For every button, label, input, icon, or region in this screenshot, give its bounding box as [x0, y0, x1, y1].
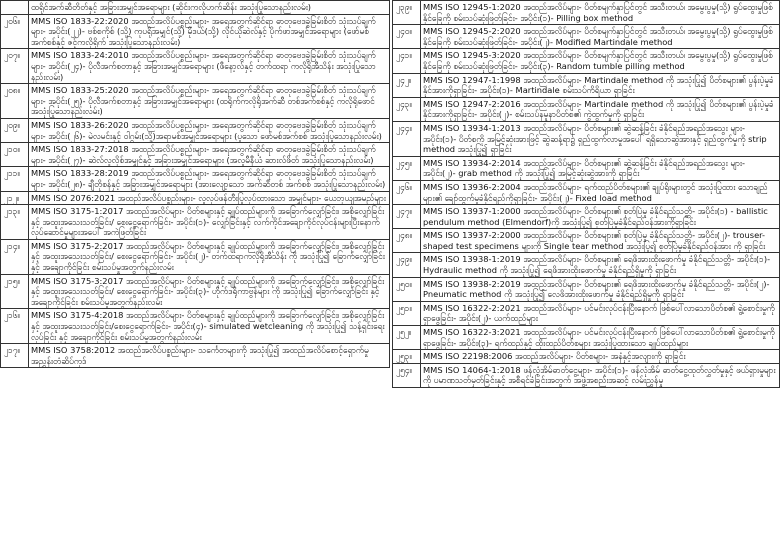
- standard-title: MMS ISO 1833-28:2019 အထည်အလိပ်ပစ္စည်းများ- အရေအတွက်ဆိုင်ရာ ဓာတုဗေဒခွဲခြမ်းစိတ် သုံးသပ်ချက်များ- အပိုင်း(၂၈)- ချီတိုစန်နှင့် အခြားအမျှင်အရောများ (အားလျော့သော အက်ဆီတစ် အက်စစ် အသုံးပြုသောနည်းလမ်း): [29, 167, 390, 191]
- standard-row: [1, 143, 390, 167]
- standard-row: [1, 344, 390, 368]
- row-number: ၂၁၁။: [1, 167, 29, 191]
- row-number: ၂၀၆။: [1, 14, 29, 49]
- standards-table-right-body: [393, 1, 780, 388]
- standard-row: [393, 97, 780, 121]
- standard-row: [1, 274, 390, 309]
- row-number: ၂၅၀။: [393, 277, 421, 301]
- standard-row: [1, 205, 390, 240]
- standard-title: MMS ISO 1833-26:2020 အထည်အလိပ်ပစ္စည်းများ- အရေအတွက်ဆိုင်ရာ ဓာတုဗေဒခွဲခြမ်းစိတ် သုံးသပ်ချက်များ- အပိုင်း(၂၆)- မဲလမင်းနှင့် ဝါဂွမ်း(သို့)အရာမစ်အမျှင်အရောများ (ပူသော ဖော်မစ်အက်စစ် အသုံးပြုသောနည်းလမ်း): [29, 118, 390, 142]
- standard-title: ထရိုင်အက်ဆီတိတ်နှင့် အခြားအမျှင်အရောများ (ဆိုင်းကလိုဟက်ဆိန်း အသုံးပြုသောနည်းလမ်း): [29, 1, 390, 15]
- standard-title: MMS ISO 1833-25:2020 အထည်အလိပ်ပစ္စည်းများ- အရေအတွက်ဆိုင်ရာ ဓာတုဗေဒခွဲခြမ်းစိတ် သုံးသပ်ချက်များ- အပိုင်း(၂၅)- ပိုလီအက်စတာနှင့် အခြားအမျှင်အရောများ (ထရိုက်ကလိုရိုအက်ဆီ တစ်အက်စစ်နှင့် ကလိုရိုဖောင် အသုံးပြုသောနည်းလမ်း): [29, 84, 390, 119]
- standard-row: [393, 1, 780, 25]
- standard-title: MMS ISO 13934-2:2014 အထည်အလိပ်များ- ပိတ်စများ၏ ဆွဲဆန့်ခြင်း ခံနိုင်ရည်အရည်အသွေး များ- အပိုင်း(၂)- grab method ကို အသုံးပြု၍ အမြင့်ဆုံးဆွဲအားကို ရှာခြင်း: [421, 156, 780, 180]
- standard-title: MMS ISO 1833-27:2018 အထည်အလိပ်ပစ္စည်းများ- အရေအတွက်ဆိုင်ရာ ဓာတုဗေဒခွဲခြမ်းစိတ် သုံးသပ်ချက်များ- အပိုင်း(၂၇)- ဆဲလ်လူလိုစ်အမျှင်နှင့် အခြားအမျှင်အရောများ (အလူမီနီယံ ဆားလ်ဖိတ် အသုံးပြုသောနည်းလမ်း): [29, 143, 390, 167]
- standard-row: [393, 301, 780, 325]
- row-number: ၂၄၄။: [393, 121, 421, 156]
- standard-title: MMS ISO 13936-2:2004 အထည်အလိပ်များ- ရက်ထည်ပိတ်စများ၏ ချုပ်ရိုးများတွင် အသုံးပြုထား သောချည်များ၏ ချော်ထွက်မှုခံနိုင်ရည်ကိုရှာခြင်း- အပိုင်း(၂)- Fixed load method: [421, 180, 780, 204]
- row-number: ၂၄၂။: [393, 73, 421, 97]
- row-number: ၂၄၁။: [393, 49, 421, 73]
- standard-row: [393, 229, 780, 253]
- row-number: ၂၃၉။: [393, 1, 421, 25]
- standard-row: [393, 363, 780, 387]
- standard-row: [393, 25, 780, 49]
- standard-title: MMS ISO 13938-1:2019 အထည်အလိပ်များ- ပိတ်စများ၏ ရေဖိအားထိုးဖောက်မှု ခံနိုင်ရည်သတ္တိ- အပိုင်း(၁)- Hydraulic method ကို အသုံးပြု၍ ရေဖိအားထိုးဖောက်မှု ခံနိုင်ရည်ရှိမှုကို ရှာခြင်း: [421, 253, 780, 277]
- standard-title: MMS ISO 3175-3:2017 အထည်အလိပ်များ- ပိတ်စများနှင့် ချုပ်ထည်များကို အခြောက်လျှော်ခြင်း၊ အစိုလျှော်ခြင်းနှင့် အထူးအသေးသတ်ခြင်း/ စေးငွေရောက်ခြင်း- အပိုင်း(၃)- ဟိုက်ဒရိုကာဗွန်များ ကို အသုံးပြု၍ ခြောက်လျှော်ခြင်း နှင့် အချောကိုင်ခြင်း စမ်းသပ်မှုအတွက်နည်းလမ်း: [29, 274, 390, 309]
- standard-row: [1, 239, 390, 274]
- standard-row: [393, 253, 780, 277]
- row-number: ၂၄၉။: [393, 253, 421, 277]
- standard-row: [1, 84, 390, 119]
- standard-row: [393, 277, 780, 301]
- standard-row: [1, 49, 390, 84]
- standard-title: MMS ISO 16322-3:2021 အထည်အလိပ်များ- ပင်မင်းလုပ်ငန်းပြီးနောက် ဖြစ်ပေါ်လာသောပိတ်စ၏ ရွဲ့စောင်းမှုကို ရှာဖွေခြင်း- အပိုင်း(၃)- ရက်ထည်နှင့် ထိုးထည်ပိတ်စများ အသုံးပြုထားသော ချုပ်ထည်များ: [421, 326, 780, 350]
- standard-title: MMS ISO 3758:2012 အထည်အလိပ်ပစ္စည်းများ- သင်္ကေတများကို အသုံးပြု၍ အထည်အလိပ်စောင့်ရှောက်မှု အညွှန်းတံဆိပ်ကုဒ်: [29, 344, 390, 368]
- standard-title: MMS ISO 13934-1:2013 အထည်အလိပ်များ- ပိတ်စများ၏ ဆွဲဆန့်ခြင်း ခံနိုင်ရည်အရည်အသွေး များ- အပိုင်း(၁)- ပိတ်စကို အမြင့်ဆုံးအားဖြင့် ဆွဲဆန့်ရာ၌ ရှည်ထွက်လာမှုအပေါ် ရရှိသောဆွဲအားနှင့် ရှည်ထွက်မှုကို strip method အသုံးပြု၍ ရှာခြင်း: [421, 121, 780, 156]
- row-number: ၂၁၂။: [1, 191, 29, 205]
- standard-title: MMS ISO 3175-1:2017 အထည်အလိပ်များ- ပိတ်စများနှင့် ချုပ်ထည်များကို အခြောက်လျှော်ခြင်း၊ အစိုလျှော်ခြင်းနှင့် အထူးအသေးသတ်ခြင်း/ စေးငွေရောက်ခြင်း- အပိုင်း(၁)- လျှော်ခြင်းနှင့် လက်ကိုင်အချောကိုင်လုပ်ငန်းများပြီးနောက် လုပ်ဆောင်မှုများအပေါ် အကဲဖြတ်ခြင်း: [29, 205, 390, 240]
- right-column: [392, 0, 780, 388]
- standard-title: MMS ISO 1833-22:2020 အထည်အလိပ်ပစ္စည်းများ- အရေအတွက်ဆိုင်ရာ ဓာတုဗေဒခွဲခြမ်းစိတ် သုံးသပ်ချက်များ- အပိုင်း(၂၂)- ဗစ်စကိုစ် (သို့) ကုပရိုအမျှင်(သို့) မိုဒယ်(သို့) လိုင်ယိုဆဲလ်နှင့် ပိုက်ဖာအမျှင်အရောများ (ဖော်မစ်အက်စစ်နှင့် ဇင့်ကလိုရိုက် အသုံးပြုသောနည်းလမ်း): [29, 14, 390, 49]
- row-number: ၂၄၃။: [393, 97, 421, 121]
- standard-row: [1, 191, 390, 205]
- standards-table-left: [0, 0, 390, 368]
- row-number: ၂၀၉။: [1, 118, 29, 142]
- row-number: ၂၄၇။: [393, 205, 421, 229]
- row-number: ၂၁၀။: [1, 143, 29, 167]
- standard-title: MMS ISO 12947-2:2016 အထည်အလိပ်များ- Martindale method ကို အသုံးပြု၍ ပိတ်စများ၏ ပွန်းပဲ့မှုခံနိုင်အားကိုရှာခြင်း- အပိုင်း(၂)- စမ်းသပ်နမူနာပိတ်စ၏ ကွဲထွက်မှုကို ရှာခြင်း: [421, 97, 780, 121]
- standard-title: MMS ISO 1833-24:2010 အထည်အလိပ်ပစ္စည်းများ- အရေအတွက်ဆိုင်ရာ ဓာတုဗေဒခွဲခြမ်းစိတ် သုံးသပ်ချက်များ- အပိုင်း(၂၄)- ပိုလီအက်စတာနှင့် အခြားအမျှင်အရောများ (ဖီနော့လ်နှင့် တက်ထရာ ကလိုရိုအီသိန်း အသုံးပြုသောနည်းလမ်း): [29, 49, 390, 84]
- standard-row: [1, 118, 390, 142]
- row-number: ၂၁၆။: [1, 309, 29, 344]
- row-number: ၂၄၈။: [393, 229, 421, 253]
- row-number: ၂၄၀။: [393, 25, 421, 49]
- standard-title: MMS ISO 13937-1:2000 အထည်အလိပ်များ- ပိတ်စများ၏ စုတ်ပြဲမှု ခံနိုင်ရည်သတ္တိ- အပိုင်း(၁) - ballistic pendulum method (Elmendorf)ကို အသုံးပြု၍ စုတ်ပြဲမှုခံနိုင်ရည်ဝန်အားကိုရှာခြင်း: [421, 205, 780, 229]
- row-number: ၂၁၅။: [1, 274, 29, 309]
- standard-row: [393, 350, 780, 364]
- row-number: ၂၅၂။: [393, 326, 421, 350]
- standard-row: [393, 73, 780, 97]
- row-number: ၂၀၈။: [1, 84, 29, 119]
- standard-row: [1, 1, 390, 15]
- row-number: ၂၅၁။: [393, 301, 421, 325]
- standard-title: MMS ISO 13937-2:2000 အထည်အလိပ်များ- ပိတ်စများ၏ စုတ်ပြဲမှု ခံနိုင်ရည်သတ္တိ- အပိုင်း(၂)- trouser-shaped test specimens များကို Single tear method အသုံးပြု၍ စုတ်ပြဲမှုခံနိုင်ရည်ဝန်အား ကို ရှာခြင်း: [421, 229, 780, 253]
- row-number: ၂၅၄။: [393, 363, 421, 387]
- standards-table-left-body: [1, 1, 390, 368]
- row-number: ၂၁၄။: [1, 239, 29, 274]
- standards-table-right: [392, 0, 780, 388]
- row-number: [1, 1, 29, 15]
- row-number: ၂၁၃။: [1, 205, 29, 240]
- standard-title: MMS ISO 3175-2:2017 အထည်အလိပ်များ- ပိတ်စများနှင့် ချုပ်ထည်များကို အခြောက်လျှော်ခြင်း၊ အစိုလျှော်ခြင်းနှင့် အထူးအသေးသတ်ခြင်း/ စေးငွေရောက်ခြင်း- အပိုင်း(၂)- တက်ထရာကလိုရိုအီသိန်း ကို အသုံးပြု၍ ခြောက်လျှော်ခြင်း နှင့် အချောကိုင်ခြင်း စမ်းသပ်မှုအတွက်နည်းလမ်း: [29, 239, 390, 274]
- standard-row: [1, 309, 390, 344]
- standard-title: MMS ISO 2076:2021 အထည်အလိပ်ပစ္စည်းများ- လူလုပ်ဖန်တီးပြုလုပ်ထားသော အမျှင်များ- ယေဘုယျအမည်များ: [29, 191, 390, 205]
- standard-title: MMS ISO 16322-2:2021 အထည်အလိပ်များ- ပင်မင်းလုပ်ငန်းပြီးနောက် ဖြစ်ပေါ်လာသောပိတ်စ၏ ရွဲ့စောင်းမှုကို ရှာဖွေခြင်း- အပိုင်း(၂)- ယက်ထည်များ: [421, 301, 780, 325]
- standard-title: MMS ISO 14064-1:2018 ဖန်လုံအိမ်ဓာတ်ငွေ့များ- အပိုင်း(၁)- ဖန်လုံအိမ် ဓာတ်ငွေ့ထုတ်လွှတ်မှုနှင့် ဖယ်ရှားမှုများကို ပမာဏသတ်မှတ်ခြင်းနှင့် အစီရင်ခံခြင်းအတွက် အဖွဲ့အစည်းအဆင့် လမ်းညွှန်မှု: [421, 363, 780, 387]
- standard-title: MMS ISO 22198:2006 အထည်အလိပ်များ- ပိတ်စများ- အနံနှင့်အလျားကို ရှာခြင်း: [421, 350, 780, 364]
- row-number: ၂၅၃။: [393, 350, 421, 364]
- standard-row: [393, 205, 780, 229]
- standard-row: [393, 180, 780, 204]
- standard-row: [393, 326, 780, 350]
- standard-title: MMS ISO 12945-3:2020 အထည်အလိပ်များ- ပိတ်စမျက်နှာပြင်တွင် အသီးတယ်၊ အမွေးပွမှု(သို့) ရွပ်ထွေးမှုဖြစ်နိုင်ခြေကို စမ်းသပ်ဆုံးဖြတ်ခြင်း- အပိုင်း(၃)- Random tumble pilling method: [421, 49, 780, 73]
- row-number: ၂၄၆။: [393, 180, 421, 204]
- standard-title: MMS ISO 12945-2:2020 အထည်အလိပ်များ- ပိတ်စမျက်နှာပြင်တွင် အသီးတယ်၊ အမွေးပွမှု(သို့) ရွပ်ထွေးမှုဖြစ်နိုင်ခြေကို စမ်းသပ်ဆုံးဖြတ်ခြင်း- အပိုင်း(၂)- Modified Martindale method: [421, 25, 780, 49]
- standard-row: [393, 156, 780, 180]
- row-number: ၂၄၅။: [393, 156, 421, 180]
- left-column: [0, 0, 390, 368]
- standard-title: MMS ISO 3175-4:2018 အထည်အလိပ်များ- ပိတ်စများနှင့် ချုပ်ထည်များကို အခြောက်လျှော်ခြင်း၊ အစိုလျှော်ခြင်းနှင့် အထူးအသေးသတ်ခြင်း/စေးငွေရောက်ခြင်း- အပိုင်း(၄)- simulated wetcleaning ကို အသုံးပြု၍ သန့်ရှင်းရေးလုပ်ခြင်း နှင့် အချောကိုင်ခြင်း စမ်းသပ်မှုအတွက်နည်းလမ်း: [29, 309, 390, 344]
- standard-title: MMS ISO 12947-1:1998 အထည်အလိပ်များ- Martindale method ကို အသုံးပြု၍ ပိတ်စများ၏ ပွန်းပဲ့မှုခံနိုင်အားကိုရှာခြင်း- အပိုင်း(၁)- Martindale စမ်းသပ်ကိရိယာ ရှာခြင်း: [421, 73, 780, 97]
- standard-title: MMS ISO 13938-2:2019 အထည်အလိပ်များ- ပိတ်စများ၏ ရေဖိအားထိုးဖောက်မှု ခံနိုင်ရည်သတ္တိ- အပိုင်း(၂)- Pneumatic method ကို အသုံးပြု၍ လေဖိအားထိုးဖောက်မှု ခံနိုင်ရည်ရှိမှုကို ရှာခြင်း: [421, 277, 780, 301]
- standard-title: MMS ISO 12945-1:2020 အထည်အလိပ်များ- ပိတ်စမျက်နှာပြင်တွင် အသီးတယ်၊ အမွေးပွမှု(သို့) ရွပ်ထွေးမှုဖြစ်နိုင်ခြေကို စမ်းသပ်ဆုံးဖြတ်ခြင်း- အပိုင်း(၁)- Pilling box method: [421, 1, 780, 25]
- standard-row: [1, 14, 390, 49]
- standard-row: [1, 167, 390, 191]
- standard-row: [393, 121, 780, 156]
- row-number: ၂၀၇။: [1, 49, 29, 84]
- standard-row: [393, 49, 780, 73]
- row-number: ၂၁၇။: [1, 344, 29, 368]
